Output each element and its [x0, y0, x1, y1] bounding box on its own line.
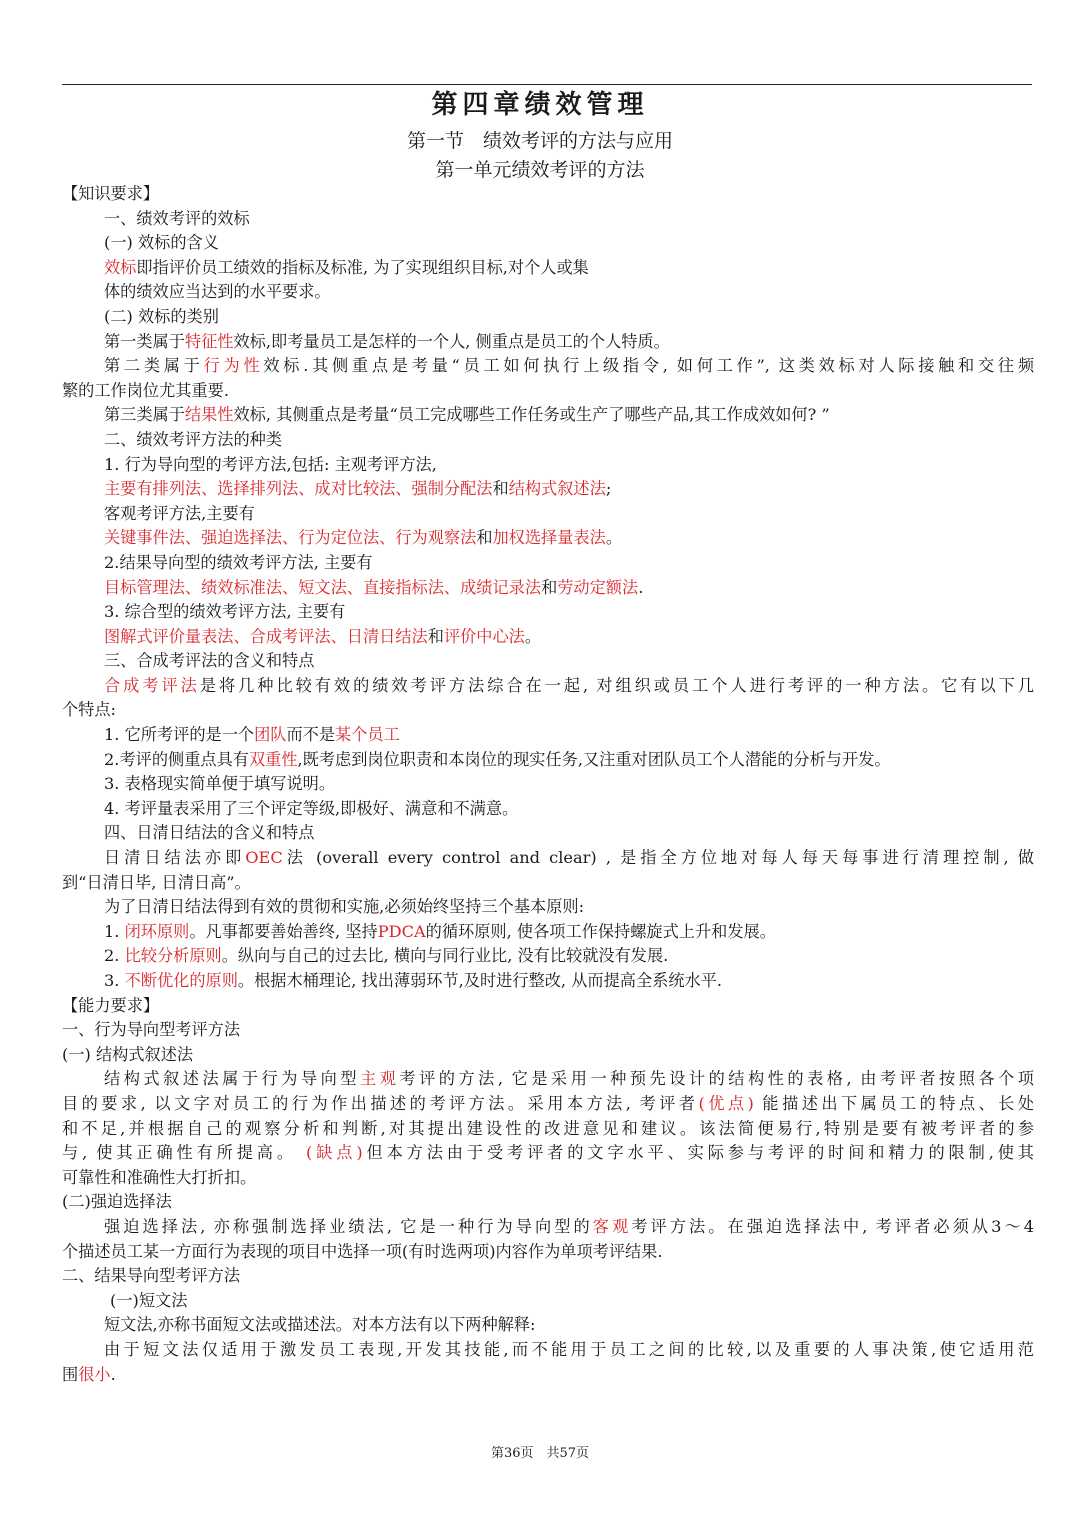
- text-line: [62, 1092, 1034, 1117]
- highlight-term: 行为性: [203, 356, 264, 376]
- text-line: [62, 772, 1034, 797]
- text-run: 为了日清日结法得到有效的贯彻和实施,必须始终坚持三个基本原则:: [104, 897, 585, 917]
- text-run: ;: [605, 479, 612, 499]
- text-run: 由于短文法仅适用于激发员工表现,开发其技能,而不能用于员工之间的比较,以及重要的人事决策,使它适用范: [104, 1339, 1034, 1359]
- highlight-term: 团队: [254, 725, 287, 745]
- text-run: 效标, 其侧重点是考量“员工完成哪些工作任务或生产了哪些产品,其工作成效如何? ”: [233, 405, 830, 425]
- text-run: 效标,即考量员工是怎样的一个人, 侧重点是员工的个人特质。: [233, 331, 670, 351]
- text-run: 2.考评的侧重点具有: [104, 749, 249, 769]
- text-run: 能描述出下属员工的特点、长处: [753, 1093, 1034, 1113]
- text-line: [62, 846, 1034, 871]
- text-run: 个描述员工某一方面行为表现的项目中选择一项(有时选两项)内容作为单项考评结果.: [62, 1241, 663, 1261]
- text-run: 即指评价员工绩效的指标及标准, 为了实现组织目标,对个人或集: [136, 257, 589, 277]
- text-run: 第一类属于: [104, 331, 185, 351]
- text-run: 1. 它所考评的是一个: [104, 725, 255, 745]
- text-line: [62, 1117, 1034, 1142]
- text-line: [62, 698, 1034, 723]
- text-line: [62, 1338, 1034, 1363]
- text-run: 考评的方法, 它是采用一种预先设计的结构性的表格, 由考评者按照各个项: [399, 1069, 1034, 1089]
- highlight-term: 评价中心法: [443, 626, 525, 646]
- text-run: 。凡事都要善始善终, 坚持: [189, 921, 378, 941]
- text-run: 三、合成考评法的含义和特点: [104, 651, 315, 671]
- text-line: [62, 748, 1034, 773]
- highlight-term: 结构式叙述法: [508, 479, 606, 499]
- text-line: [62, 526, 1034, 551]
- highlight-term: 图解式评价量表法、合成考评法、日清日结法: [104, 626, 428, 646]
- text-run: 但本方法由于受考评者的文字水平、实际参与考评的时间和精力的限制,使其: [362, 1143, 1034, 1163]
- text-line: [62, 969, 1034, 994]
- text-run: 到“日清日毕, 日清日高”。: [62, 872, 251, 892]
- text-line: [62, 797, 1034, 822]
- text-run: 体的绩效应当达到的水平要求。: [104, 282, 331, 302]
- text-line: [62, 207, 1034, 232]
- text-run: .: [638, 577, 644, 597]
- text-run: 和: [476, 528, 493, 548]
- highlight-term: 很小: [78, 1364, 111, 1384]
- text-line: [62, 1240, 1034, 1265]
- text-line: [62, 674, 1034, 699]
- text-line: [62, 428, 1034, 453]
- text-run: 2.结果导向型的绩效考评方法, 主要有: [104, 552, 373, 572]
- text-run: ,既考虑到岗位职责和本岗位的现实任务,又注重对团队员工个人潜能的分析与开发。: [297, 749, 891, 769]
- text-run: 4. 考评量表采用了三个评定等级,即极好、满意和不满意。: [104, 798, 519, 818]
- highlight-term: (优点): [698, 1093, 754, 1113]
- text-run: 一、绩效考评的效标: [104, 208, 250, 228]
- text-line: [62, 256, 1034, 281]
- text-line: [62, 649, 1034, 674]
- highlight-term: 比较分析原则: [124, 946, 222, 966]
- text-line: [62, 1043, 1034, 1068]
- text-run: 是将几种比较有效的绩效考评方法综合在一起, 对组织或员工个人进行考评的一种方法。它有以下几: [199, 675, 1035, 695]
- text-run: 3.: [104, 971, 125, 990]
- text-run: 和: [427, 626, 444, 646]
- text-line: [62, 994, 1034, 1019]
- text-run: 考评方法。在强迫选择法中, 考评者必须从3～4: [631, 1216, 1035, 1236]
- text-line: [62, 231, 1034, 256]
- text-run: (一) 结构式叙述法: [62, 1044, 194, 1064]
- text-line: [62, 1018, 1034, 1043]
- text-run: 第三类属于: [104, 405, 185, 425]
- text-line: [62, 305, 1034, 330]
- text-run: 【能力要求】: [62, 995, 160, 1015]
- highlight-term: OEC: [245, 848, 283, 868]
- text-run: 日清日结法亦即: [104, 848, 246, 868]
- text-run: (二)强迫选择法: [62, 1192, 172, 1212]
- text-run: 客观考评方法,主要有: [104, 503, 255, 523]
- text-run: (一)短文法: [110, 1290, 188, 1310]
- text-line: [62, 502, 1034, 527]
- highlight-term: (缺点): [305, 1143, 363, 1163]
- text-run: 强迫选择法, 亦称强制选择业绩法, 它是一种行为导向型的: [104, 1216, 593, 1236]
- highlight-term: 效标: [104, 257, 137, 277]
- text-run: 二、绩效考评方法的种类: [104, 429, 283, 449]
- highlight-term: 结果性: [184, 405, 234, 425]
- highlight-term: 特征性: [184, 331, 234, 351]
- chapter-title: 第四章绩效管理: [431, 90, 649, 120]
- text-run: 。根据木桶理论, 找出薄弱环节,及时进行整改, 从而提高全系统水平.: [237, 971, 723, 990]
- text-run: 和: [492, 479, 509, 499]
- text-run: 短文法,亦称书面短文法或描述法。对本方法有以下两种解释:: [104, 1315, 536, 1335]
- highlight-term: PDCA: [377, 921, 426, 941]
- text-run: 1. 行为导向型的考评方法,包括: 主观考评方法,: [104, 454, 437, 474]
- text-run: 四、日清日结法的含义和特点: [104, 823, 315, 843]
- text-run: 效标.其侧重点是考量“员工如何执行上级指令, 如何工作”, 这类效标对人际接触和交往频: [263, 356, 1035, 376]
- text-line: [62, 821, 1034, 846]
- text-line: [62, 551, 1034, 576]
- text-run: 二、结果导向型考评方法: [62, 1266, 241, 1286]
- text-line: [62, 1190, 1034, 1215]
- text-line: [62, 1141, 1034, 1166]
- text-line: [62, 1215, 1034, 1240]
- text-line: [62, 576, 1034, 601]
- text-run: 的循环原则, 使各项工作保持螺旋式上升和发展。: [425, 921, 776, 941]
- text-line: [62, 600, 1034, 625]
- text-run: (二) 效标的类别: [104, 306, 219, 326]
- highlight-term: 加权选择量表法: [492, 528, 606, 548]
- highlight-term: 关键事件法、强迫选择法、行为定位法、行为观察法: [104, 528, 477, 548]
- text-run: 。纵向与自己的过去比, 横向与同行业比, 没有比较就没有发展.: [221, 946, 669, 966]
- text-run: 繁的工作岗位尤其重要.: [62, 380, 230, 400]
- text-run: 第二类属于: [104, 356, 204, 376]
- text-run: 1.: [104, 921, 125, 941]
- text-run: 和: [541, 577, 558, 597]
- text-run: .: [110, 1364, 116, 1384]
- text-run: 而不是: [286, 725, 336, 745]
- text-line: [62, 723, 1034, 748]
- section-title: 第一节 绩效考评的方法与应用: [406, 130, 673, 152]
- text-line: [62, 1363, 1034, 1388]
- text-line: [62, 379, 1034, 404]
- highlight-term: 客观: [592, 1216, 632, 1236]
- text-run: 与, 使其正确性有所提高。: [62, 1143, 306, 1163]
- unit-title: 第一单元绩效考评的方法: [435, 159, 645, 181]
- text-run: (一) 效标的含义: [104, 233, 219, 253]
- text-line: [62, 920, 1034, 945]
- text-run: 结构式叙述法属于行为导向型: [104, 1069, 361, 1089]
- text-run: 和不足,并根据自己的观察分析和判断,对其提出建设性的改进意见和建议。该法简便易行,特别是要有被考评者的参: [62, 1118, 1034, 1138]
- text-run: 一、行为导向型考评方法: [62, 1020, 241, 1040]
- text-run: 。: [605, 528, 622, 548]
- highlight-term: 闭环原则: [124, 921, 190, 941]
- text-line: [62, 1289, 1034, 1314]
- text-line: [62, 1067, 1034, 1092]
- text-line: [62, 1166, 1034, 1191]
- text-run: 围: [62, 1364, 79, 1384]
- highlight-term: 主要有排列法、选择排列法、成对比较法、强制分配法: [104, 479, 493, 499]
- highlight-term: 双重性: [248, 749, 298, 769]
- page-footer: 第36页 共57页: [490, 1446, 590, 1461]
- text-line: [62, 1264, 1034, 1289]
- text-line: [62, 625, 1034, 650]
- text-run: 法 (overall every control and clear) , 是指全方位地对每人每天每事进行清理控制, 做: [282, 848, 1034, 868]
- document-body: [62, 182, 1034, 1387]
- highlight-term: 劳动定额法: [557, 577, 639, 597]
- highlight-term: 目标管理法、绩效标准法、短文法、直接指标法、成绩记录法: [104, 577, 542, 597]
- text-line: [62, 477, 1034, 502]
- text-run: 3. 表格现实简单便于填写说明。: [104, 774, 336, 794]
- text-line: [62, 354, 1034, 379]
- text-run: 【知识要求】: [62, 184, 160, 203]
- text-run: 。: [524, 626, 542, 646]
- text-line: [62, 895, 1034, 920]
- highlight-term: 不断优化的原则: [124, 971, 238, 990]
- text-line: [62, 453, 1034, 478]
- text-line: [62, 1313, 1034, 1338]
- text-line: [62, 182, 1034, 207]
- text-line: [62, 330, 1034, 355]
- text-run: 个特点:: [62, 700, 117, 720]
- text-run: 目的要求, 以文字对员工的行为作出描述的考评方法。采用本方法, 考评者: [62, 1093, 699, 1113]
- text-line: [62, 280, 1034, 305]
- text-run: 3. 综合型的绩效考评方法, 主要有: [104, 602, 346, 622]
- text-line: [62, 403, 1034, 428]
- highlight-term: 某个员工: [335, 725, 400, 745]
- highlight-term: 合成考评法: [104, 675, 200, 695]
- text-run: 可靠性和准确性大打折扣。: [62, 1167, 257, 1187]
- text-line: [62, 944, 1034, 969]
- text-line: [62, 871, 1034, 896]
- highlight-term: 主观: [360, 1069, 400, 1089]
- text-run: 2.: [104, 946, 125, 966]
